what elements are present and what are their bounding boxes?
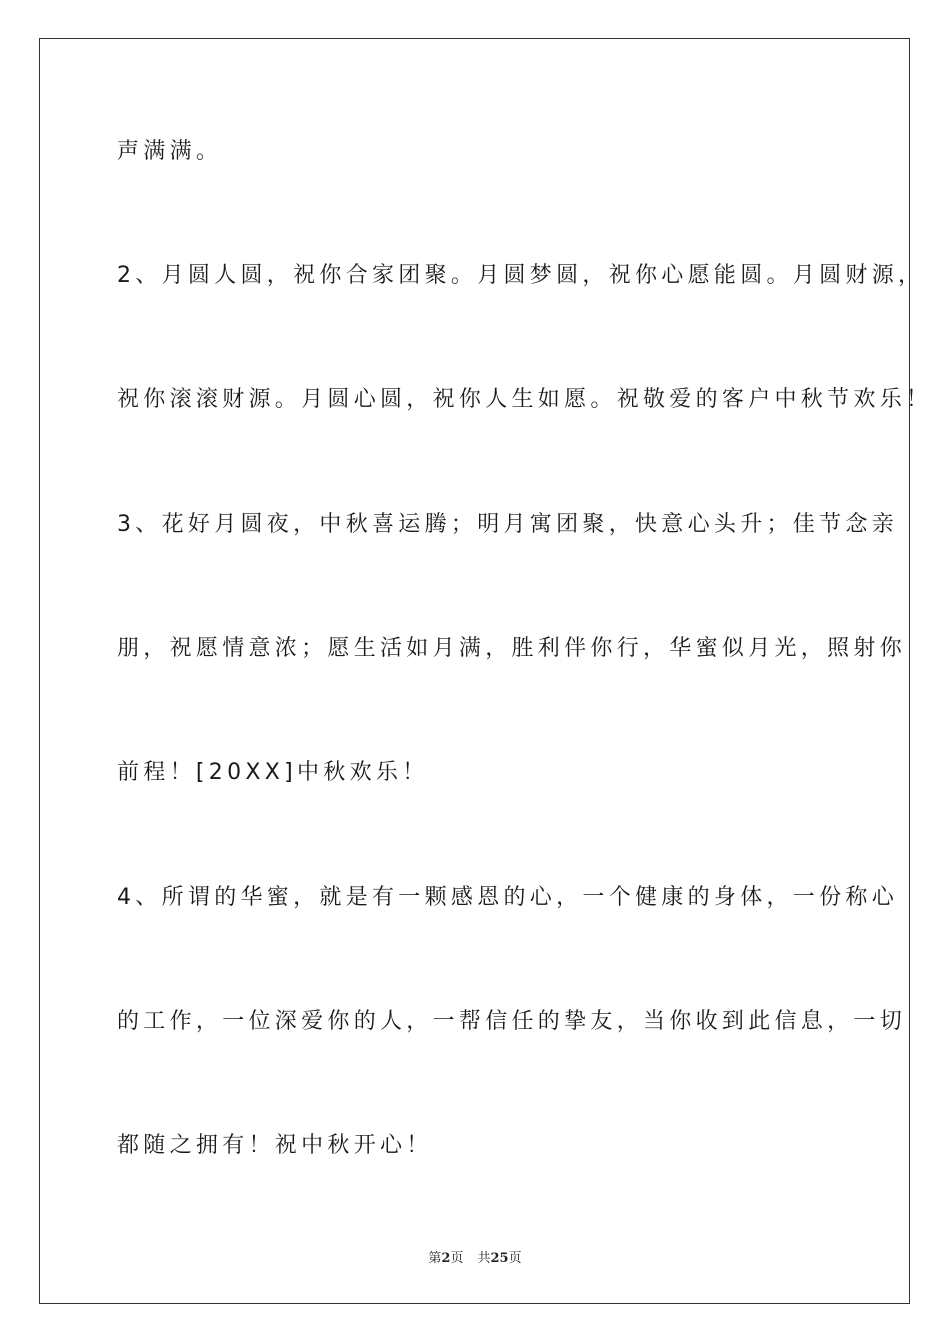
paragraph-line: 声满满。: [117, 139, 223, 164]
paragraph-line: 祝你滚滚财源。月圆心圆，祝你人生如愿。祝敬爱的客户中秋节欢乐！: [117, 387, 933, 412]
paragraph-line: 2、月圆人圆，祝你合家团聚。月圆梦圆，祝你心愿能圆。月圆财源，: [117, 263, 925, 288]
page-border: [39, 38, 910, 1304]
page-footer: [0, 1247, 950, 1266]
paragraph-line: 的工作，一位深爱你的人，一帮信任的挚友，当你收到此信息，一切: [117, 1009, 907, 1034]
paragraph-line: 朋，祝愿情意浓；愿生活如月满，胜利伴你行，华蜜似月光，照射你: [117, 636, 907, 661]
footer-total-prefix: 共: [477, 1251, 491, 1266]
footer-page-suffix: 页: [450, 1251, 464, 1266]
footer-total-suffix: 页: [508, 1251, 522, 1266]
footer-total-pages: 25: [490, 1251, 509, 1266]
footer-current-page: 2: [441, 1251, 451, 1266]
footer-page-prefix: 第: [428, 1251, 442, 1266]
paragraph-line: 3、花好月圆夜，中秋喜运腾；明月寓团聚，快意心头升；佳节念亲: [117, 512, 898, 537]
paragraph-line: 4、所谓的华蜜，就是有一颗感恩的心，一个健康的身体，一份称心: [117, 885, 898, 910]
paragraph-line: 前程！[20XX]中秋欢乐！: [117, 760, 429, 785]
paragraph-line: 都随之拥有！祝中秋开心！: [117, 1133, 433, 1158]
